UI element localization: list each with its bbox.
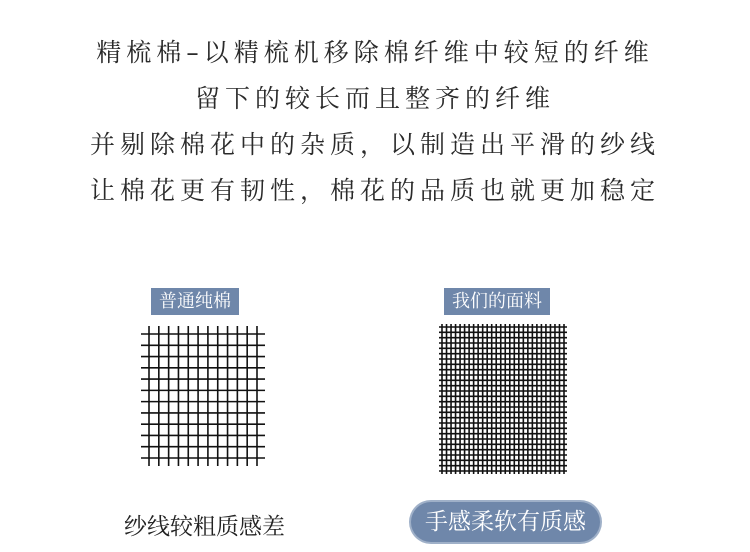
our-fabric-tag: 我们的面料 — [444, 288, 550, 315]
regular-cotton-tag: 普通纯棉 — [151, 288, 239, 315]
our-fabric-caption-badge: 手感柔软有质感 — [411, 502, 600, 542]
coarse-weave-grid — [115, 324, 275, 469]
intro-line-4: 让棉花更有韧性，棉花的品质也就更加稳定 — [89, 176, 660, 205]
intro-line-3: 并剔除棉花中的杂质，以制造出平滑的纱线 — [89, 130, 660, 159]
intro-text-block — [0, 30, 750, 214]
fine-weave-grid — [409, 324, 569, 479]
intro-line-1: 精梳棉–以精梳机移除棉纤维中较短的纤维 — [96, 38, 654, 67]
intro-line-2: 留下的较长而且整齐的纤维 — [194, 84, 555, 113]
regular-cotton-caption: 纱线较粗质感差 — [124, 514, 285, 540]
